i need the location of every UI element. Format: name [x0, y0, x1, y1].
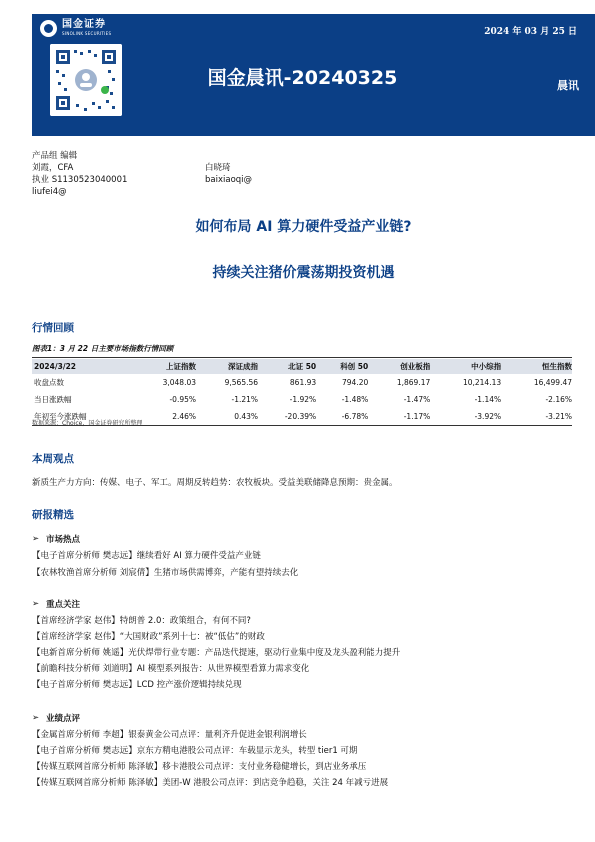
group-title-label: 重点关注	[46, 600, 81, 610]
author-email-2: baixiaoqi@	[205, 175, 253, 185]
table-cell: -0.95%	[169, 395, 197, 404]
table-row	[32, 374, 572, 391]
table-cell: 9,565.56	[224, 378, 259, 387]
table-cell: 861.93	[289, 378, 317, 387]
report-link[interactable]: 【电新首席分析师 姚遥】光伏焊带行业专题：产品迭代提速，驱动行业集中度及龙头盈利能力提升	[32, 648, 401, 658]
market-index-table	[32, 359, 572, 426]
author-name-2: 白晓琦	[205, 163, 231, 173]
group-title-label: 业绩点评	[46, 714, 81, 724]
table-cell: 1,869.17	[396, 378, 431, 387]
headline-1: 如何布局 AI 算力硬件受益产业链?	[195, 219, 412, 235]
table-header-row	[32, 359, 572, 374]
author-block	[32, 150, 127, 198]
table-cell: 2.46%	[134, 408, 196, 426]
column-header: 科创 50	[316, 359, 368, 374]
table-cell: 16,499.47	[533, 378, 572, 387]
logo-en-text: SINOLINK SECURITIES	[62, 31, 112, 36]
table-caption: 图表1：3 月 22 日主要市场指数行情回顾	[32, 343, 572, 358]
group-title-hot	[32, 533, 80, 545]
section-title-views: 本周观点	[32, 453, 74, 465]
report-link[interactable]: 【电子首席分析师 樊志远】继续看好 AI 算力硬件受益产业链	[32, 551, 261, 561]
table-cell: -1.48%	[341, 395, 369, 404]
report-title: 国金晨讯-20240325	[207, 67, 398, 89]
table-cell: 0.43%	[196, 408, 258, 426]
report-link[interactable]: 【首席经济学家 赵伟】特朗普 2.0：政策组合，有何不同?	[32, 616, 251, 626]
author-team: 产品组 编辑	[32, 151, 78, 161]
column-header: 北证 50	[258, 359, 316, 374]
table-cell: 794.20	[342, 378, 369, 387]
column-header: 上证指数	[134, 359, 196, 374]
table-cell: -1.92%	[289, 395, 317, 404]
author-name-1: 刘霞，CFA	[32, 163, 74, 173]
report-link[interactable]: 【金属首席分析师 李超】银泰黄金公司点评：量利齐升促进金银利润增长	[32, 730, 307, 740]
column-header: 创业板指	[368, 359, 430, 374]
report-link[interactable]: 【前瞻科技分析师 刘道明】AI 模型系列报告：从世界模型看算力需求变化	[32, 664, 310, 674]
table-source-note: 数据来源：Choice，国金证券研究所整理	[32, 420, 143, 427]
table-cell: 收盘点数	[34, 378, 64, 387]
table-cell: -1.14%	[474, 395, 502, 404]
report-link[interactable]: 【传媒互联网首席分析师 陈泽敏】移卡港股公司点评：支付业务稳健增长，到店业务承压	[32, 762, 367, 772]
arrow-bullet-icon: ➢	[32, 599, 40, 609]
author-email-1: liufei4@	[32, 187, 67, 197]
column-header: 恒生指数	[501, 359, 572, 374]
column-header: 2024/3/22	[32, 359, 134, 374]
report-link[interactable]: 【农林牧渔首席分析师 刘宸倩】生猪市场供需博弈，产能有望持续去化	[32, 568, 299, 578]
report-link[interactable]: 【首席经济学家 赵伟】“大国财政”系列十七：被“低估”的财政	[32, 632, 265, 642]
table-cell: 年初至今涨跌幅	[32, 408, 134, 426]
table-cell: -1.17%	[368, 408, 430, 426]
arrow-bullet-icon: ➢	[32, 534, 40, 544]
group-title-label: 市场热点	[46, 535, 81, 545]
column-header: 深证成指	[196, 359, 258, 374]
report-link[interactable]: 【传媒互联网首席分析师 陈泽敏】美团-W 港股公司点评：到店竞争趋稳，关注 24 年减亏进展	[32, 778, 389, 788]
table-cell: 当日涨跌幅	[34, 395, 72, 404]
group-title-focus	[32, 598, 80, 610]
table-cell: -3.21%	[501, 408, 572, 426]
table-cell: -2.16%	[545, 395, 572, 404]
author-license: 执业 S1130523040001	[32, 175, 128, 185]
author-block-2	[205, 162, 252, 186]
report-type-tag: 晨讯	[557, 79, 579, 92]
report-link[interactable]: 【电子首席分析师 樊志远】LCD 控产涨价逻辑持续兑现	[32, 680, 242, 690]
table-row	[32, 391, 572, 408]
table-cell: 10,214.13	[462, 378, 502, 387]
table-cell: -20.39%	[258, 408, 316, 426]
arrow-bullet-icon: ➢	[32, 713, 40, 723]
table-cell: -1.47%	[403, 395, 431, 404]
logo-mark-icon	[40, 20, 57, 37]
report-link[interactable]: 【电子首席分析师 樊志远】京东方精电港股公司点评：车载显示龙头，转型 tier1 可期	[32, 746, 358, 756]
company-logo	[40, 18, 111, 38]
headline-2: 持续关注猪价震荡期投资机遇	[212, 265, 395, 281]
views-text: 新质生产力方向：传媒、电子、军工。周期反转趋势：农牧板块。受益美联储降息预期：贵金属。	[32, 478, 398, 488]
table-cell: 3,048.03	[162, 378, 197, 387]
section-title-reports: 研报精选	[32, 509, 74, 521]
section-title-market-review: 行情回顾	[32, 322, 74, 334]
report-date: 2024 年 03 月 25 日	[484, 27, 577, 37]
column-header: 中小综指	[430, 359, 501, 374]
group-title-earnings	[32, 712, 80, 724]
table-cell: -6.78%	[316, 408, 368, 426]
table-cell: -3.92%	[430, 408, 501, 426]
logo-cn-text: 国金证券	[62, 19, 106, 30]
table-cell: -1.21%	[231, 395, 259, 404]
